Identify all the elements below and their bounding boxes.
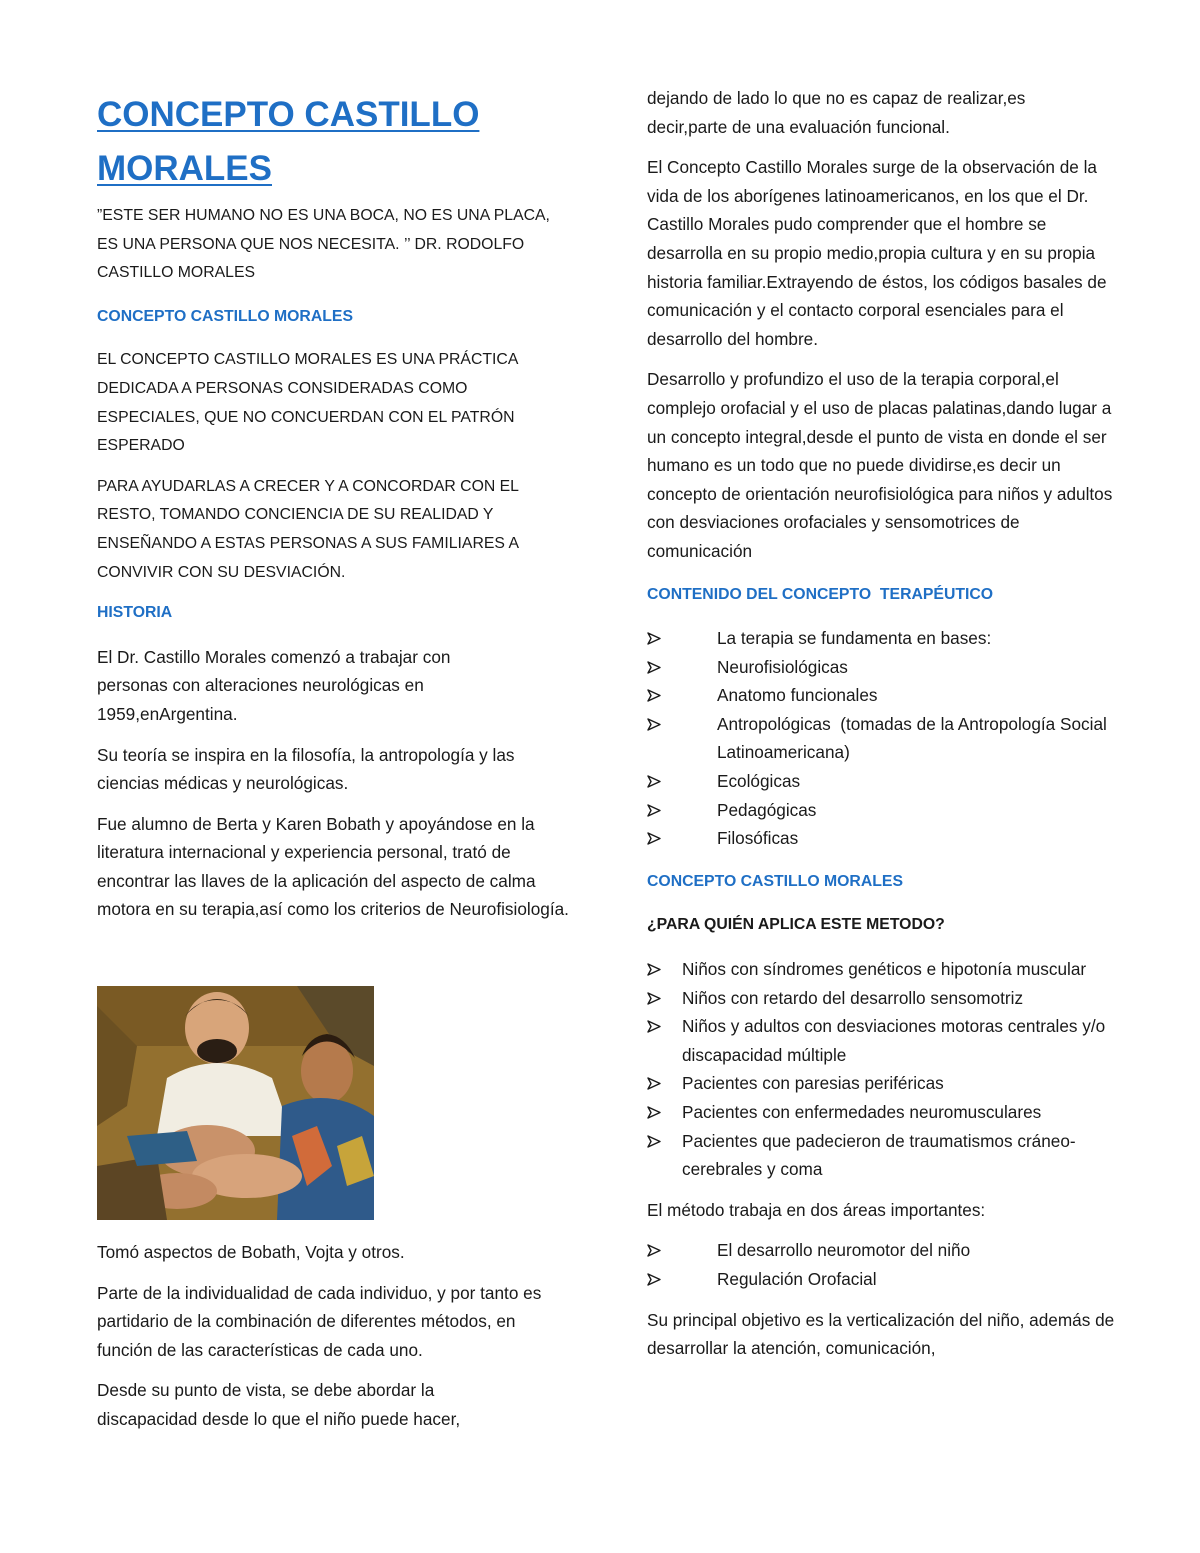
- list-item-text: Pedagógicas: [717, 799, 817, 820]
- arrow-bullet-icon: [647, 624, 667, 653]
- photo-illustration: [97, 986, 374, 1220]
- list-item-text: El desarrollo neuromotor del niño: [717, 1240, 971, 1261]
- continuation-paragraph: dejando de lado lo que no es capaz de realizar,es decir,parte de una evaluación funcional.: [647, 88, 1026, 137]
- history-paragraph-1: El Dr. Castillo Morales comenzó a trabajar con personas con alteraciones neurológicas en 1959,enArgentina.: [97, 646, 451, 724]
- bases-list: [647, 624, 1117, 853]
- development-paragraph: Desarrollo y profundizo el uso de la terapia corporal,el complejo orofacial y el uso de placas palatinas,dando lugar a un concepto integral,desde el punto de vista en donde el ser humano es un todo que no puede dividirse,es decir un concepto de orientación neurofisiológica para niños y adultos con desviaciones orofaciales y sensomotrices de comunicación: [647, 369, 1113, 561]
- list-item-text: Pacientes con enfermedades neuromusculares: [682, 1102, 1042, 1122]
- document-title: [97, 88, 479, 196]
- list-item-text: Filosóficas: [717, 828, 799, 849]
- origin-paragraph: El Concepto Castillo Morales surge de la observación de la vida de los aborígenes latinoamericanos, en los que el Dr. Castillo Morales pudo comprender que el hombre se desarrolla en su propio medio,propia cultura y en su propia historia familiar.Extrayendo de éstos, los códigos basales de comunicación y el contacto corporal esenciales para el desarrollo del hombre.: [647, 157, 1107, 349]
- after-photo-paragraph-2: Parte de la individualidad de cada individuo, y por tanto es partidario de la combinación de diferentes métodos, en función de las características de cada uno.: [97, 1282, 542, 1360]
- history-paragraph-2: Su teoría se inspira en la filosofía, la antropología y las ciencias médicas y neurológicas.: [97, 744, 515, 794]
- list-item-text: Neurofisiológicas: [717, 656, 848, 677]
- concept-paragraph-1: EL CONCEPTO CASTILLO MORALES ES UNA PRÁCTICA DEDICADA A PERSONAS CONSIDERADAS COMO ESPECIALES, QUE NO CONCUERDAN CON EL PATRÓN ESPERADO: [97, 351, 518, 455]
- list-item: [647, 710, 1117, 767]
- castillo-morales-photo: [97, 986, 374, 1220]
- list-item: [647, 1236, 1117, 1265]
- list-item: [647, 824, 1117, 853]
- after-photo-paragraph-3: Desde su punto de vista, se debe abordar la discapacidad desde lo que el niño puede hacer,: [97, 1380, 461, 1429]
- list-item: [647, 1265, 1117, 1294]
- list-item-text: Niños y adultos con desviaciones motoras centrales y/o discapacidad múltiple: [682, 1016, 1106, 1065]
- arrow-bullet-icon: [647, 681, 667, 710]
- after-photo-paragraph-1: Tomó aspectos de Bobath, Vojta y otros.: [97, 1242, 405, 1262]
- arrow-bullet-icon: [647, 984, 667, 1013]
- list-item-text: Anatomo funcionales: [717, 685, 878, 706]
- arrow-bullet-icon: [647, 710, 667, 739]
- list-item-text: Niños con retardo del desarrollo sensomotriz: [682, 987, 1024, 1008]
- audience-list: [647, 955, 1117, 1184]
- list-item-text: Niños con síndromes genéticos e hipotonía muscular: [682, 959, 1087, 980]
- section-heading-historia: HISTORIA: [97, 604, 173, 622]
- list-item: [647, 1098, 1117, 1127]
- arrow-bullet-icon: [647, 955, 667, 984]
- list-item: [647, 955, 1117, 984]
- arrow-bullet-icon: [647, 767, 667, 796]
- arrow-bullet-icon: [647, 1012, 667, 1041]
- list-item-text: Antropológicas (tomadas de la Antropología Social Latinoamericana): [717, 713, 1112, 763]
- list-item: [647, 624, 1117, 653]
- list-item: [647, 1012, 1117, 1069]
- list-item: [647, 1127, 1117, 1184]
- list-item: [647, 653, 1117, 682]
- concept-paragraph-2: PARA AYUDARLAS A CRECER Y A CONCORDAR CON EL RESTO, TOMANDO CONCIENCIA DE SU REALIDAD Y ENSEÑANDO A ESTAS PERSONAS A SUS FAMILIARES A CONVIVIR CON SU DESVIACIÓN.: [97, 477, 519, 581]
- title-line-2: MORALES: [97, 149, 272, 188]
- arrow-bullet-icon: [647, 1265, 667, 1294]
- list-item-text: Pacientes con paresias periféricas: [682, 1073, 944, 1094]
- arrow-bullet-icon: [647, 1098, 667, 1127]
- list-item-text: La terapia se fundamenta en bases:: [717, 628, 992, 649]
- section-heading-concepto-2: CONCEPTO CASTILLO MORALES: [647, 872, 903, 890]
- list-item: [647, 767, 1117, 796]
- list-item: [647, 796, 1117, 825]
- list-item-text: Pacientes que padecieron de traumatismos cráneo- cerebrales y coma: [682, 1130, 1076, 1180]
- arrow-bullet-icon: [647, 824, 667, 853]
- right-flow: [647, 84, 1117, 1363]
- question-heading: ¿PARA QUIÉN APLICA ESTE METODO?: [647, 916, 945, 934]
- section-heading-contenido: CONTENIDO DEL CONCEPTO TERAPÉUTICO: [647, 585, 994, 603]
- list-item: [647, 1069, 1117, 1098]
- title-line-1: CONCEPTO CASTILLO: [97, 95, 480, 134]
- areas-list: [647, 1236, 1117, 1293]
- arrow-bullet-icon: [647, 1127, 667, 1156]
- arrow-bullet-icon: [647, 796, 667, 825]
- objective-paragraph: Su principal objetivo es la verticalización del niño, además de desarrollar la atención, comunicación,: [647, 1309, 1115, 1359]
- list-item-text: Ecológicas: [717, 771, 801, 792]
- arrow-bullet-icon: [647, 1236, 667, 1265]
- history-paragraph-3: Fue alumno de Berta y Karen Bobath y apoyándose en la literatura internacional y experiencia personal, trató de encontrar las llaves de la aplicación del aspecto de calma motora en su terapia,así como los criterios de Neurofisiología.: [97, 813, 569, 920]
- left-flow-bottom: [97, 1238, 567, 1434]
- left-flow-top: [97, 202, 567, 924]
- quote-paragraph: ”ESTE SER HUMANO NO ES UNA BOCA, NO ES UNA PLACA, ES UNA PERSONA QUE NOS NECESITA. ’’ DR. RODOLFO CASTILLO MORALES: [97, 207, 550, 282]
- list-item-text: Regulación Orofacial: [717, 1268, 877, 1289]
- arrow-bullet-icon: [647, 653, 667, 682]
- list-item: [647, 681, 1117, 710]
- section-heading-concepto: CONCEPTO CASTILLO MORALES: [97, 307, 353, 325]
- arrow-bullet-icon: [647, 1069, 667, 1098]
- areas-paragraph: El método trabaja en dos áreas importantes:: [647, 1199, 986, 1220]
- list-item: [647, 984, 1117, 1013]
